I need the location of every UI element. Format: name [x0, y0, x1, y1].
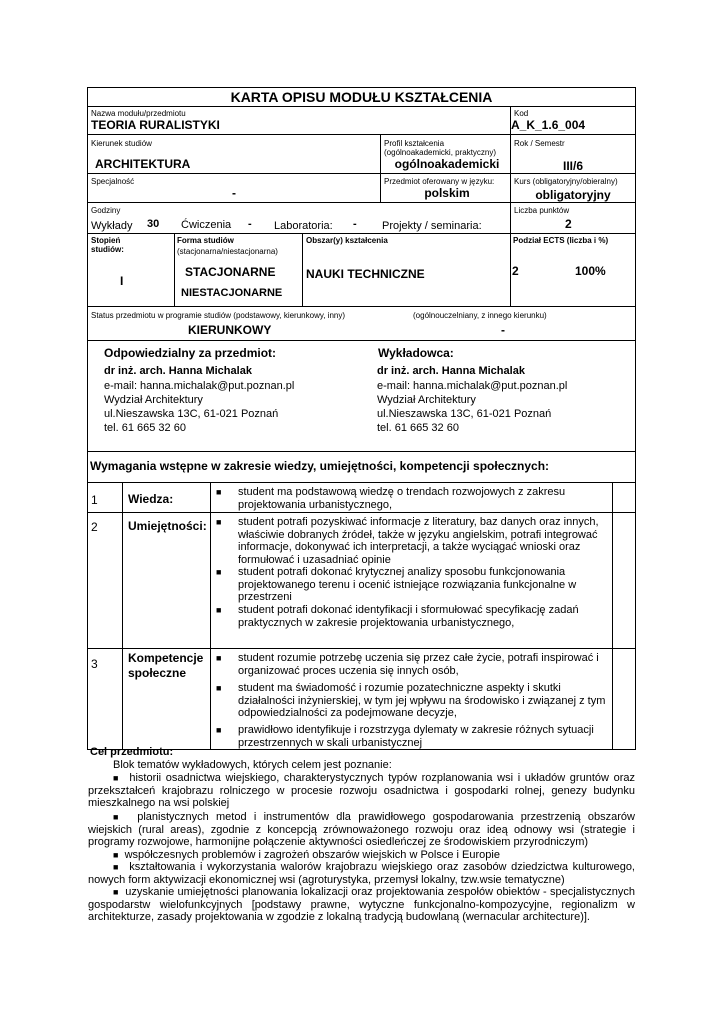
competences-number: 3	[91, 657, 98, 671]
areas-value: NAUKI TECHNICZNE	[306, 267, 425, 281]
bullet-icon: ■	[216, 683, 222, 693]
specialty-label: Specjalność	[91, 177, 135, 186]
status-label: Status przedmiotu w programie studiów (podstawowy, kierunkowy, inny)	[91, 311, 346, 320]
responsible-address: ul.Nieszawska 13C, 61-021 Poznań	[104, 408, 279, 420]
field-label: Kierunek studiów	[91, 139, 152, 148]
level-sublabel: studiów:	[91, 245, 124, 254]
code-value: A_K_1.6_004	[511, 118, 586, 132]
lecturer-address: ul.Nieszawska 13C, 61-021 Poznań	[377, 408, 552, 420]
skills-item: ■ student potrafi dokonać krytycznej analizy sposobu funkcjonowania projektowanego terenu i ocenić istniejące rozwiązania funkcjonalne w przestrzeni	[216, 566, 577, 603]
card-title: KARTA OPISU MODUŁU KSZTAŁCENIA	[230, 89, 493, 105]
goal-item: ■ kształtowania i wykorzystania walorów krajobrazu wiejskiego oraz zasobów dziedzictwa kulturowego, nowych form aktywizacji ekonomicznej wsi (agroturystyka, przemysł lokalny, tzw.wsie tematyczne)	[88, 861, 635, 886]
form-label: Forma studiów	[177, 236, 234, 245]
bullet-icon: ■	[113, 773, 121, 783]
course-type-label: Kurs (obligatoryjny/obieralny)	[514, 177, 618, 186]
bullet-icon: ■	[216, 725, 222, 735]
level-value: I	[120, 274, 124, 288]
competences-item: ■ student ma świadomość i rozumie pozatechniczne aspekty i skutki działalności inżynierskiej, w tym jej wpływu na środowisko i związanej z tym odpowiedzialności za podejmowane decyzje,	[216, 682, 606, 719]
responsible-name: dr inż. arch. Hanna Michalak	[104, 365, 252, 377]
goal-item: ■ historii osadnictwa wiejskiego, charakterystycznych typów rozplanowania wsi i układów gruntów oraz przekształceń krajobrazu rolniczego w procesie rozwoju osadnictwa i gospodarki rolnej, genezy budynku mieszkalnego na wsi polskiej	[88, 772, 635, 809]
exercises-label: Ćwiczenia	[181, 219, 232, 231]
labs-label: Laboratoria:	[274, 220, 333, 232]
lecturer-email: e-mail: hanna.michalak@put.poznan.pl	[377, 380, 568, 392]
areas-label: Obszar(y) kształcenia	[306, 236, 388, 245]
status-label-alt: (ogólnouczelniany, z innego kierunku)	[413, 311, 547, 320]
bullet-icon: ■	[216, 653, 222, 663]
competences-label: Kompetencje	[128, 651, 204, 665]
form-value-full-time: STACJONARNE	[185, 265, 276, 279]
code-label: Kod	[514, 109, 529, 118]
knowledge-label: Wiedza:	[128, 492, 174, 506]
ects-value-percent: 100%	[575, 264, 606, 278]
bullet-icon: ■	[113, 862, 121, 872]
knowledge-number: 1	[91, 493, 98, 507]
profile-value: ogólnoakademicki	[394, 157, 500, 171]
goal-intro: Blok tematów wykładowych, których celem jest poznanie:	[113, 759, 392, 771]
bullet-icon: ■	[113, 850, 119, 860]
year-label: Rok / Semestr	[514, 139, 565, 148]
points-value: 2	[565, 217, 572, 231]
bullet-icon: ■	[216, 517, 222, 527]
course-type-value: obligatoryjny	[535, 188, 611, 202]
lecturer-name: dr inż. arch. Hanna Michalak	[377, 365, 525, 377]
lecturer-phone: tel. 61 665 32 60	[377, 422, 459, 434]
bullet-icon: ■	[216, 567, 222, 577]
status-value: KIERUNKOWY	[188, 323, 272, 337]
ects-value-points: 2	[512, 264, 519, 278]
skills-label: Umiejętności:	[128, 519, 207, 533]
lectures-label: Wykłady	[91, 220, 133, 232]
lecturer-heading: Wykładowca:	[378, 346, 454, 360]
competences-item: ■ student rozumie potrzebę uczenia się przez całe życie, potrafi inspirować i organizować proces uczenia się innych osób,	[216, 652, 599, 677]
form-value-part-time: NIESTACJONARNE	[181, 287, 283, 299]
labs-value: -	[353, 218, 357, 230]
projects-label: Projekty / seminaria:	[382, 220, 482, 232]
ects-label: Podział ECTS (liczba i %)	[513, 236, 609, 245]
profile-label: Profil kształcenia	[384, 139, 445, 148]
responsible-email: e-mail: hanna.michalak@put.poznan.pl	[104, 380, 295, 392]
goal-heading: Cel przedmiotu:	[90, 746, 174, 758]
form-sublabel: (stacjonarna/niestacjonarna)	[177, 247, 278, 256]
responsible-heading: Odpowiedzialny za przedmiot:	[104, 346, 277, 360]
language-value: polskim	[424, 186, 470, 200]
requirements-heading: Wymagania wstępne w zakresie wiedzy, umiejętności, kompetencji społecznych:	[90, 459, 550, 473]
specialty-value: -	[232, 186, 236, 200]
goal-item: ■ planistycznych metod i instrumentów dla prawidłowego gospodarowania przestrzenią obszarów wiejskich (rural areas), zgodnie z koncepcją zrównoważonego rozwoju oraz ideą odnowy wsi (strategie i programy rozwojowe, harmonijne połączenie aktywności osiedleńczej ze środowiskiem przyrodniczym)	[88, 811, 635, 848]
field-value: ARCHITEKTURA	[95, 157, 191, 171]
status-value-alt: -	[501, 323, 505, 337]
bullet-icon: ■	[216, 605, 222, 615]
bullet-icon: ■	[216, 487, 222, 497]
bullet-icon: ■	[113, 887, 119, 897]
profile-sublabel: (ogólnoakademicki, praktyczny)	[384, 148, 497, 157]
competences-label-2: społeczne	[128, 666, 187, 680]
skills-number: 2	[91, 520, 98, 534]
hours-label: Godziny	[91, 206, 121, 215]
skills-item: ■ student potrafi dokonać identyfikacji i sformułować specyfikację zadań praktycznych w zakresie projektowania urbanistycznego,	[216, 604, 579, 629]
language-label: Przedmiot oferowany w języku:	[384, 177, 495, 186]
bullet-icon: ■	[113, 812, 123, 822]
exercises-value: -	[248, 218, 252, 230]
knowledge-item: ■ student ma podstawową wiedzę o trendach rozwojowych z zakresu projektowania urbanistycznego,	[216, 486, 566, 511]
responsible-dept: Wydział Architektury	[104, 394, 203, 406]
responsible-phone: tel. 61 665 32 60	[104, 422, 186, 434]
skills-item: ■ student potrafi pozyskiwać informacje z literatury, baz danych oraz innych, właściwie dobranych źródeł, także w języku angielskim, potrafi integrować informacje, dokonywać ich interpretacji, a także wyciągać wnioski oraz formułować i uzasadniać opinie	[216, 516, 599, 566]
goal-item: ■ współczesnych problemów i zagrożeń obszarów wiejskich w Polsce i Europie	[113, 849, 500, 861]
level-label: Stopień	[91, 236, 121, 245]
year-value: III/6	[562, 159, 583, 173]
lectures-value: 30	[147, 218, 160, 230]
module-value: TEORIA RURALISTYKI	[91, 118, 220, 132]
goal-item: ■ uzyskanie umiejętności planowania lokalizacji oraz projektowania zespołów obiektów - specjalistycznych gospodarstw wielofunkcyjnych [podstawy prawne, wytyczne funkcjonalno-kompozycyjne, regionalizm w architekturze, zasady projektowania w zgodzie z lokalną tradycją budowlaną (wernacular architecture)].	[88, 886, 635, 923]
module-label: Nazwa modułu/przedmiotu	[91, 109, 186, 118]
lecturer-dept: Wydział Architektury	[377, 394, 476, 406]
competences-item: ■ prawidłowo identyfikuje i rozstrzyga dylematy w zakresie różnych sytuacji przestrzennych w skali urbanistycznej	[216, 724, 594, 749]
points-label: Liczba punktów	[514, 206, 570, 215]
